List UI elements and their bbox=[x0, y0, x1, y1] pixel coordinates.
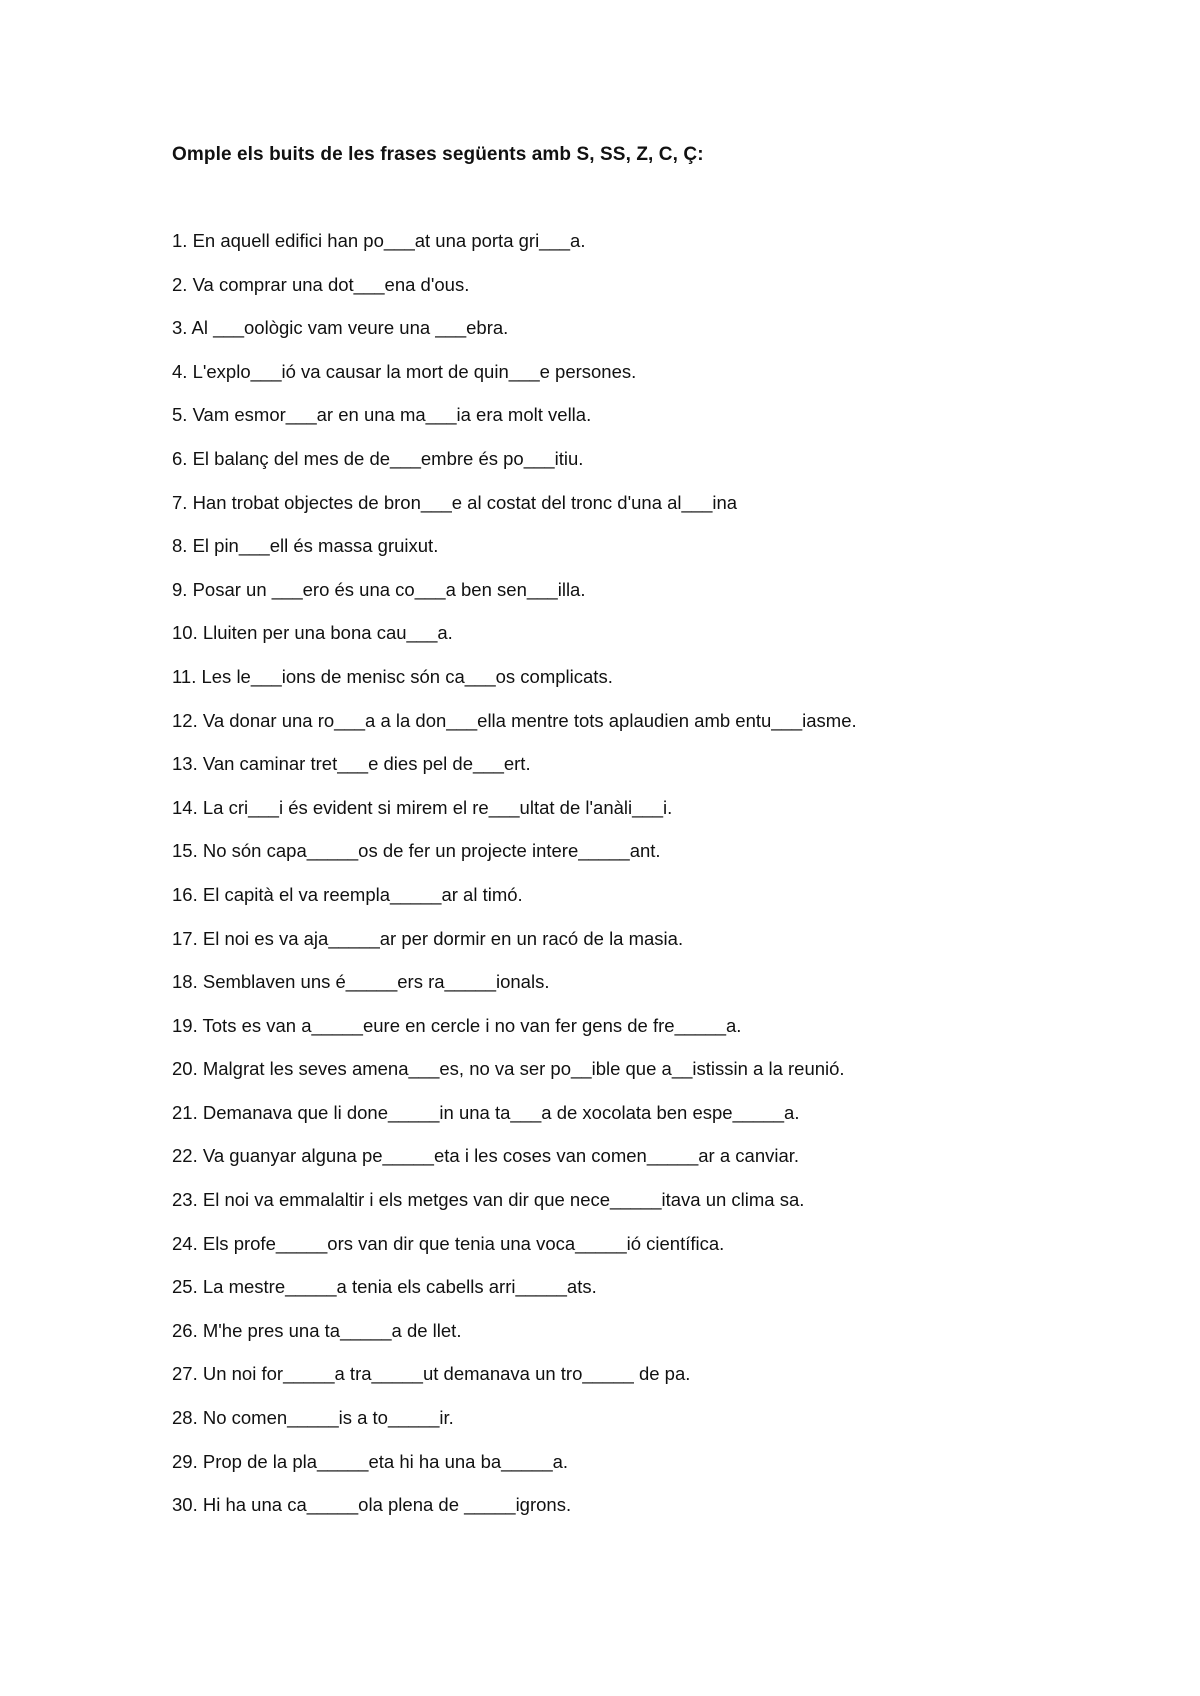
sentence-item: 12. Va donar una ro___a a la don___ella mentre tots aplaudien amb entu___iasme. bbox=[172, 709, 857, 731]
sentence-item: 5. Vam esmor___ar en una ma___ia era molt vella. bbox=[172, 404, 592, 426]
sentence-item: 14. La cri___i és evident si mirem el re___ultat de l'anàli___i. bbox=[172, 796, 673, 818]
sentence-item: 20. Malgrat les seves amena___es, no va ser po__ible que a__istissin a la reunió. bbox=[172, 1058, 845, 1080]
page-title: Omple els buits de les frases següents amb S, SS, Z, C, Ç: bbox=[172, 144, 704, 165]
sentence-item: 26. M'he pres una ta_____a de llet. bbox=[172, 1319, 462, 1341]
sentence-item: 2. Va comprar una dot___ena d'ous. bbox=[172, 273, 470, 295]
sentence-item: 13. Van caminar tret___e dies pel de___ert. bbox=[172, 753, 531, 775]
sentence-item: 27. Un noi for_____a tra_____ut demanava un tro_____ de pa. bbox=[172, 1363, 691, 1385]
sentence-item: 25. La mestre_____a tenia els cabells arri_____ats. bbox=[172, 1276, 597, 1298]
sentence-item: 7. Han trobat objectes de bron___e al costat del tronc d'una al___ina bbox=[172, 491, 738, 513]
sentence-item: 3. Al ___oològic vam veure una ___ebra. bbox=[172, 317, 509, 339]
sentence-item: 9. Posar un ___ero és una co___a ben sen___illa. bbox=[172, 578, 586, 600]
sentence-item: 21. Demanava que li done_____in una ta___a de xocolata ben espe_____a. bbox=[172, 1101, 800, 1123]
sentence-item: 4. L'explo___ió va causar la mort de quin___e persones. bbox=[172, 360, 637, 382]
sentence-item: 1. En aquell edifici han po___at una porta gri___a. bbox=[172, 230, 586, 251]
sentence-item: 17. El noi es va aja_____ar per dormir en un racó de la masia. bbox=[172, 927, 684, 949]
sentence-item: 22. Va guanyar alguna pe_____eta i les coses van comen_____ar a canviar. bbox=[172, 1145, 800, 1167]
sentence-item: 18. Semblaven uns é_____ers ra_____ionals. bbox=[172, 971, 550, 993]
sentence-item: 29. Prop de la pla_____eta hi ha una ba_____a. bbox=[172, 1450, 569, 1472]
sentence-item: 8. El pin___ell és massa gruixut. bbox=[172, 535, 439, 557]
sentence-item: 15. No són capa_____os de fer un projecte intere_____ant. bbox=[172, 840, 661, 862]
sentence-item: 30. Hi ha una ca_____ola plena de _____igrons. bbox=[172, 1494, 572, 1516]
sentence-list bbox=[172, 230, 857, 1538]
sentence-item: 23. El noi va emmalaltir i els metges van dir que nece_____itava un clima sa. bbox=[172, 1189, 805, 1211]
sentence-item: 19. Tots es van a_____eure en cercle i no van fer gens de fre_____a. bbox=[172, 1014, 742, 1036]
sentence-item: 10. Lluiten per una bona cau___a. bbox=[172, 622, 453, 644]
sentence-item: 28. No comen_____is a to_____ir. bbox=[172, 1407, 454, 1429]
sentence-item: 16. El capità el va reempla_____ar al timó. bbox=[172, 883, 523, 905]
sentence-item: 24. Els profe_____ors van dir que tenia una voca_____ió científica. bbox=[172, 1232, 725, 1254]
sentence-item: 11. Les le___ions de menisc són ca___os complicats. bbox=[172, 665, 613, 687]
sentence-item: 6. El balanç del mes de de___embre és po___itiu. bbox=[172, 447, 584, 469]
